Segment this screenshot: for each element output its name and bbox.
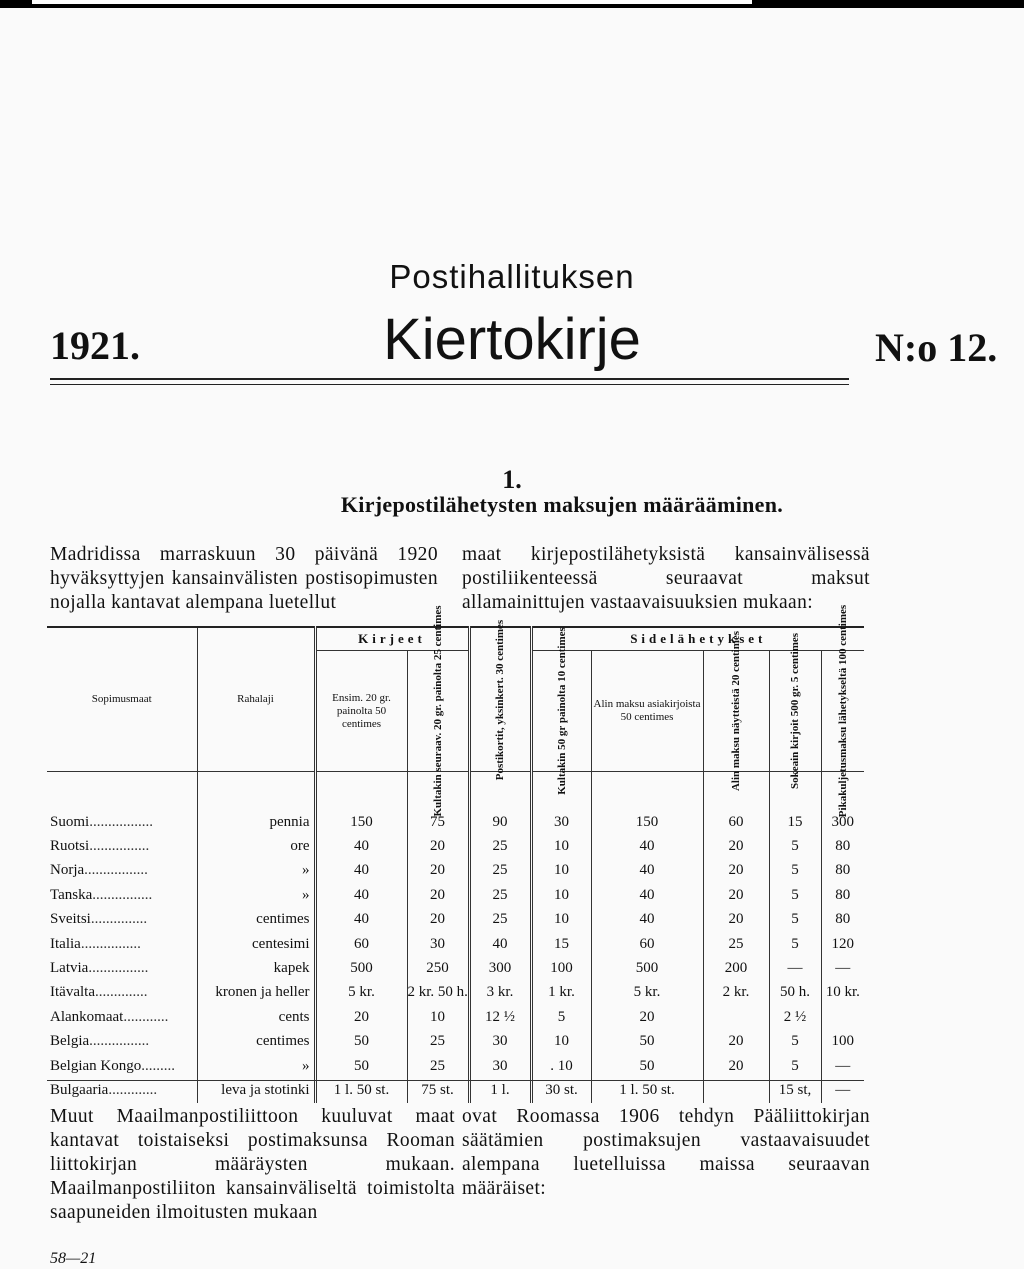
cell-letter-first: 1 l. 50 st. bbox=[315, 1078, 407, 1102]
cell-letter-first: 60 bbox=[315, 932, 407, 956]
cell-printed-per: 1 kr. bbox=[531, 981, 591, 1005]
cell-express: — bbox=[821, 956, 864, 980]
col-letter-next-header: Kultakin seuraav. 20 gr. painolta 25 centimes bbox=[407, 651, 469, 772]
cell-letter-first: 40 bbox=[315, 859, 407, 883]
cell-letter-next: 250 bbox=[407, 956, 469, 980]
cell-letter-next: 30 bbox=[407, 932, 469, 956]
cell-postcard: 30 bbox=[469, 1054, 531, 1078]
table-row bbox=[47, 981, 864, 1005]
cell-express: 80 bbox=[821, 859, 864, 883]
cell-currency: » bbox=[197, 859, 315, 883]
cell-printed-min: 40 bbox=[591, 834, 703, 858]
section-title: Kirjepostilähetysten maksujen määrääminen. bbox=[340, 492, 784, 517]
cell-letter-next: 25 bbox=[407, 1030, 469, 1054]
cell-blind: 5 bbox=[769, 908, 821, 932]
cell-sample-min: 25 bbox=[703, 932, 769, 956]
cell-country: Sveitsi............... bbox=[50, 911, 148, 928]
cell-currency: kapek bbox=[197, 956, 315, 980]
cell-letter-next: 75 st. bbox=[407, 1078, 469, 1102]
cell-blind: 50 h. bbox=[769, 981, 821, 1005]
cell-postcard: 25 bbox=[469, 883, 531, 907]
cell-sample-min: 60 bbox=[703, 810, 769, 834]
cell-printed-per: 10 bbox=[531, 859, 591, 883]
postage-rates-table bbox=[47, 604, 864, 1103]
cell-postcard: 30 bbox=[469, 1030, 531, 1054]
cell-express bbox=[821, 1005, 864, 1029]
cell-express: 80 bbox=[821, 908, 864, 932]
col-blind-header: Sokeain kirjoit 500 gr. 5 centimes bbox=[769, 651, 821, 772]
cell-country: Italia................ bbox=[50, 935, 141, 952]
scan-top-border bbox=[0, 0, 1024, 8]
cell-letter-next: 20 bbox=[407, 883, 469, 907]
cell-printed-per: . 10 bbox=[531, 1054, 591, 1078]
cell-printed-min: 1 l. 50 st. bbox=[591, 1078, 703, 1102]
cell-currency: » bbox=[197, 883, 315, 907]
cell-printed-per: 10 bbox=[531, 1030, 591, 1054]
table-row bbox=[47, 932, 864, 956]
document-page bbox=[0, 8, 1024, 1269]
cell-country: Norja................. bbox=[50, 862, 148, 879]
cell-printed-per: 30 bbox=[531, 810, 591, 834]
cell-printed-min: 40 bbox=[591, 883, 703, 907]
table-row bbox=[47, 810, 864, 834]
cell-postcard: 40 bbox=[469, 932, 531, 956]
header-rule-thin bbox=[50, 384, 849, 385]
cell-letter-next: 10 bbox=[407, 1005, 469, 1029]
cell-printed-min: 40 bbox=[591, 859, 703, 883]
table-row bbox=[47, 956, 864, 980]
cell-currency: leva ja stotinki bbox=[197, 1078, 315, 1102]
cell-printed-min: 50 bbox=[591, 1054, 703, 1078]
table-row bbox=[47, 834, 864, 858]
cell-printed-min: 5 kr. bbox=[591, 981, 703, 1005]
outro-right: ovat Roomassa 1906 tehdyn Pääliittokirjan säätämien postimaksujen vastaavaisuudet alempana luetelluissa maissa seuraavan määräiset: bbox=[462, 1106, 870, 1199]
cell-printed-min: 40 bbox=[591, 908, 703, 932]
cell-country: Latvia................ bbox=[50, 960, 149, 977]
header-title: Kiertokirje bbox=[383, 307, 641, 372]
cell-currency: kronen ja heller bbox=[197, 981, 315, 1005]
cell-sample-min bbox=[703, 1078, 769, 1102]
cell-currency: » bbox=[197, 1054, 315, 1078]
cell-letter-first: 50 bbox=[315, 1030, 407, 1054]
cell-sample-min bbox=[703, 1005, 769, 1029]
intro-right: maat kirjepostilähetyksistä kansainvälisessä postiliikenteessä seuraavat maksut allamainittujen vastaavaisuuksien mukaan: bbox=[462, 544, 870, 613]
cell-country: Belgia................ bbox=[50, 1033, 150, 1050]
cell-sample-min: 20 bbox=[703, 859, 769, 883]
intro-left: Madridissa marraskuun 30 päivänä 1920 hyväksyttyjen kansainvälisten postisopimusten nojalla kantavat alempana luetellut bbox=[50, 544, 438, 613]
section-number: 1. bbox=[502, 465, 522, 494]
cell-printed-min: 500 bbox=[591, 956, 703, 980]
cell-letter-first: 50 bbox=[315, 1054, 407, 1078]
cell-printed-per: 5 bbox=[531, 1005, 591, 1029]
cell-postcard: 25 bbox=[469, 834, 531, 858]
cell-postcard: 3 kr. bbox=[469, 981, 531, 1005]
cell-letter-next: 2 kr. 50 h. bbox=[407, 981, 469, 1005]
cell-express: 300 bbox=[821, 810, 864, 834]
cell-currency: centimes bbox=[197, 908, 315, 932]
cell-letter-first: 500 bbox=[315, 956, 407, 980]
cell-currency: centimes bbox=[197, 1030, 315, 1054]
col-sample-min-header: Alin maksu näytteistä 20 centimes bbox=[703, 651, 769, 772]
page-code: 58—21 bbox=[50, 1250, 97, 1267]
cell-country: Tanska................ bbox=[50, 886, 153, 903]
cell-blind: 2 ½ bbox=[769, 1005, 821, 1029]
cell-express: — bbox=[821, 1078, 864, 1102]
cell-country: Alankomaat............ bbox=[50, 1008, 169, 1025]
cell-express: 10 kr. bbox=[821, 981, 864, 1005]
cell-currency: ore bbox=[197, 834, 315, 858]
cell-letter-first: 150 bbox=[315, 810, 407, 834]
cell-printed-per: 100 bbox=[531, 956, 591, 980]
cell-currency: centesimi bbox=[197, 932, 315, 956]
cell-postcard: 300 bbox=[469, 956, 531, 980]
cell-country: Bulgaaria............. bbox=[50, 1081, 158, 1098]
table-row bbox=[47, 883, 864, 907]
cell-letter-first: 5 kr. bbox=[315, 981, 407, 1005]
cell-letter-first: 40 bbox=[315, 834, 407, 858]
cell-express: 80 bbox=[821, 834, 864, 858]
cell-printed-per: 15 bbox=[531, 932, 591, 956]
cell-sample-min: 20 bbox=[703, 834, 769, 858]
cell-currency: pennia bbox=[197, 810, 315, 834]
cell-printed-per: 30 st. bbox=[531, 1078, 591, 1102]
col-country-header: Sopimusmaat bbox=[91, 693, 152, 705]
cell-country: Itävalta.............. bbox=[50, 984, 148, 1001]
header-subtitle: Postihallituksen bbox=[389, 258, 635, 295]
cell-letter-next: 20 bbox=[407, 834, 469, 858]
cell-country: Belgian Kongo......... bbox=[50, 1057, 175, 1074]
cell-postcard: 90 bbox=[469, 810, 531, 834]
cell-postcard: 25 bbox=[469, 859, 531, 883]
letters-group-header: Kirjeet bbox=[315, 627, 469, 651]
cell-sample-min: 20 bbox=[703, 1054, 769, 1078]
cell-country: Ruotsi................ bbox=[50, 838, 150, 855]
cell-currency: cents bbox=[197, 1005, 315, 1029]
cell-blind: 5 bbox=[769, 859, 821, 883]
cell-postcard: 12 ½ bbox=[469, 1005, 531, 1029]
cell-blind: 5 bbox=[769, 883, 821, 907]
cell-sample-min: 20 bbox=[703, 883, 769, 907]
table-row bbox=[47, 1078, 864, 1102]
cell-printed-min: 60 bbox=[591, 932, 703, 956]
table-row bbox=[47, 1005, 864, 1029]
cell-letter-first: 40 bbox=[315, 908, 407, 932]
cell-letter-next: 20 bbox=[407, 859, 469, 883]
cell-country: Suomi................. bbox=[50, 813, 153, 830]
header-rule bbox=[50, 378, 849, 380]
cell-printed-per: 10 bbox=[531, 834, 591, 858]
cell-printed-min: 150 bbox=[591, 810, 703, 834]
cell-blind: 15 st, bbox=[769, 1078, 821, 1102]
col-letter-first-header: Ensim. 20 gr. painolta 50 centimes bbox=[315, 651, 407, 772]
col-printed-min-header: Alin maksu asiakirjoista 50 centimes bbox=[591, 651, 703, 772]
cell-letter-first: 40 bbox=[315, 883, 407, 907]
cell-express: 100 bbox=[821, 1030, 864, 1054]
cell-printed-per: 10 bbox=[531, 908, 591, 932]
table-row bbox=[47, 859, 864, 883]
printed-group-header: Sidelähetykset bbox=[531, 627, 864, 651]
col-postcard-header: Postikortit, yksinkert. 30 centimes bbox=[469, 627, 531, 772]
cell-sample-min: 2 kr. bbox=[703, 981, 769, 1005]
col-printed-per-header: Kultakin 50 gr painolta 10 centimes bbox=[531, 651, 591, 772]
cell-letter-first: 20 bbox=[315, 1005, 407, 1029]
cell-printed-min: 20 bbox=[591, 1005, 703, 1029]
outro-left: Muut Maailmanpostiliittoon kuuluvat maat kantavat toistaiseksi postimaksunsa Rooman liittokirjan määräysten mukaan. Maailmanpostiliiton kansainväliseltä toimistolta saapuneiden ilmoitusten mukaan bbox=[50, 1106, 455, 1223]
col-currency-header: Rahalaji bbox=[197, 627, 315, 772]
cell-express: 120 bbox=[821, 932, 864, 956]
cell-sample-min: 20 bbox=[703, 1030, 769, 1054]
header-number: N:o 12. bbox=[875, 325, 998, 370]
table-bottom-rule bbox=[47, 1080, 864, 1081]
cell-blind: — bbox=[769, 956, 821, 980]
cell-printed-per: 10 bbox=[531, 883, 591, 907]
table-row bbox=[47, 1030, 864, 1054]
cell-blind: 5 bbox=[769, 1054, 821, 1078]
cell-postcard: 25 bbox=[469, 908, 531, 932]
col-express-header: Pikakuljetusmaksu lähetykseltä 100 centimes bbox=[821, 651, 864, 772]
header-year: 1921. bbox=[50, 323, 140, 368]
cell-letter-next: 20 bbox=[407, 908, 469, 932]
cell-letter-next: 25 bbox=[407, 1054, 469, 1078]
cell-printed-min: 50 bbox=[591, 1030, 703, 1054]
cell-blind: 5 bbox=[769, 834, 821, 858]
cell-letter-next: 75 bbox=[407, 810, 469, 834]
cell-blind: 5 bbox=[769, 932, 821, 956]
cell-postcard: 1 l. bbox=[469, 1078, 531, 1102]
table-row bbox=[47, 1054, 864, 1078]
cell-blind: 15 bbox=[769, 810, 821, 834]
cell-blind: 5 bbox=[769, 1030, 821, 1054]
table-row bbox=[47, 908, 864, 932]
cell-sample-min: 200 bbox=[703, 956, 769, 980]
cell-express: 80 bbox=[821, 883, 864, 907]
cell-sample-min: 20 bbox=[703, 908, 769, 932]
cell-express: — bbox=[821, 1054, 864, 1078]
